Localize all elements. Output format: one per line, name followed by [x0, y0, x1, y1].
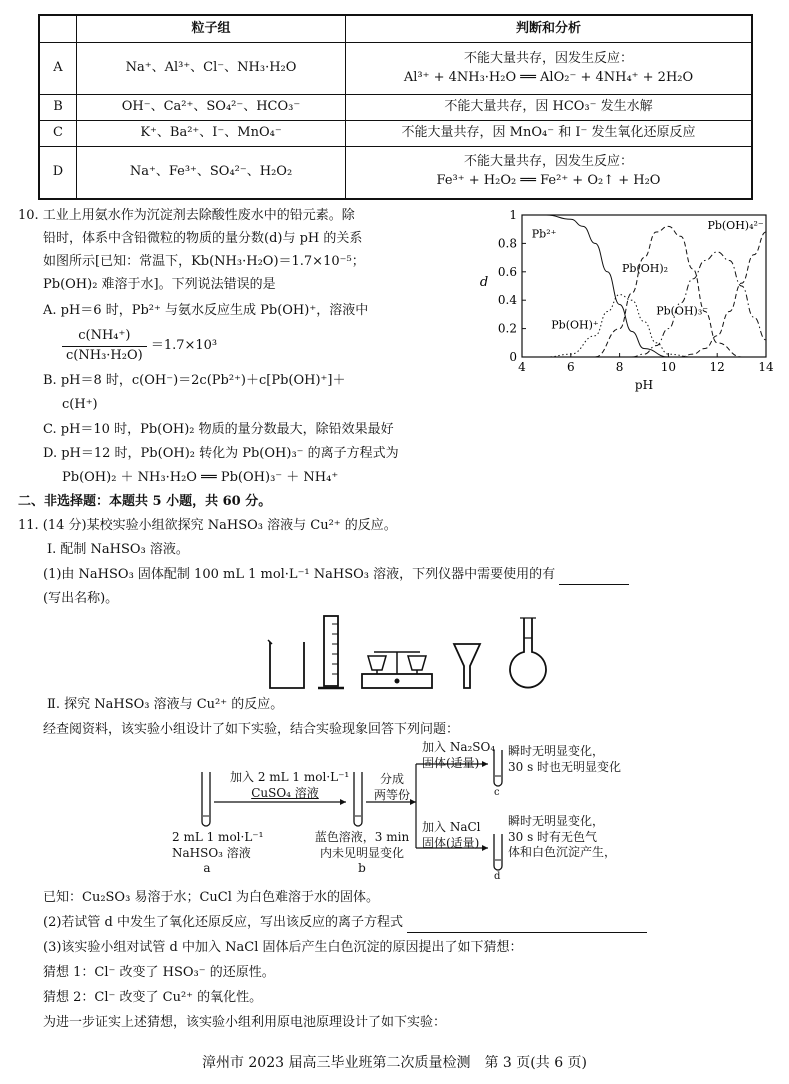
q11-line: 已知：Cu₂SO₃ 易溶于水；CuCl 为白色难溶于水的固体。 [43, 890, 379, 905]
series-label: Pb(OH)⁺ [551, 318, 599, 332]
fraction-value: ＝1.7×10³ [150, 337, 218, 353]
add-cuso4-line2: CuSO₄ 溶液 [251, 785, 319, 800]
split-label [372, 772, 412, 803]
add-na2so4-line2: 固体(适量) [422, 755, 480, 770]
add-cuso4-line1: 加入 2 mL 1 mol·L⁻¹ [230, 770, 350, 784]
add-nacl-label [422, 820, 481, 851]
series-label: Pb(OH)₂ [622, 261, 669, 275]
q11-q1-text: (1)由 NaHSO₃ 固体配制 100 mL 1 mol·L⁻¹ NaHSO₃ 溶液，下列仪器中需要使用的有 [43, 567, 556, 582]
y-tick-label: 0 [509, 350, 517, 364]
speciation-chart [470, 203, 780, 403]
tube-b-obs1: 蓝色溶液，3 min [314, 830, 410, 844]
row-label: D [39, 147, 77, 199]
tube-c-letter: c [494, 787, 500, 798]
table-header-analysis: 判断和分析 [346, 15, 753, 43]
graduated-cylinder-icon [318, 616, 344, 688]
add-nacl-line1: 加入 NaCl [422, 820, 481, 834]
y-tick-label: 0.4 [497, 293, 517, 308]
x-tick-label: 12 [709, 360, 725, 374]
options-table [38, 14, 753, 200]
row-analysis: 不能大量共存，因 HCO₃⁻ 发生水解 [346, 95, 753, 121]
row-particles: OH⁻、Ca²⁺、SO₄²⁻、HCO₃⁻ [77, 95, 346, 121]
row-label: A [39, 43, 77, 95]
row-analysis [346, 147, 753, 199]
tube-b-obs2: 内未见明显变化 [319, 845, 404, 860]
add-na2so4-label [422, 740, 495, 771]
q11-line: 猜想 1：Cl⁻ 改变了 HSO₃⁻ 的还原性。 [43, 965, 275, 980]
add-na2so4-line1: 加入 Na₂SO₄ [422, 740, 496, 754]
analysis-equation: Al³⁺ + 4NH₃·H₂O ══ AlO₂⁻ + 4NH₄⁺ + 2H₂O [403, 69, 694, 85]
analysis-line: 不能大量共存，因发生反应： [463, 154, 633, 170]
x-tick-label: 8 [615, 360, 624, 374]
tube-c-obs1: 瞬时无明显变化， [508, 744, 605, 758]
section-heading: 二、非选择题：本题共 5 小题，共 60 分。 [18, 494, 272, 509]
y-tick-label: 0.2 [497, 321, 517, 336]
row-label: B [39, 95, 77, 121]
tube-a-label [172, 830, 264, 877]
apparatus-row [262, 612, 562, 694]
answer-blank-1[interactable] [559, 584, 629, 585]
tube-a-letter: a [203, 861, 211, 876]
q10-option-b: B. pH＝8 时，c(OH⁻)＝2c(Pb²⁺)＋c[Pb(OH)⁺]＋ [43, 373, 346, 388]
table-header-particles: 粒子组 [77, 15, 346, 43]
add-nacl-line2: 固体(适量) [422, 835, 480, 850]
row-particles: Na⁺、Al³⁺、Cl⁻、NH₃·H₂O [77, 43, 346, 95]
volumetric-flask-icon [510, 618, 546, 688]
tube-c-label [508, 744, 621, 775]
series-label: Pb²⁺ [531, 227, 557, 241]
q11-line: 为进一步证实上述猜想，该实验小组利用原电池原理设计了如下实验： [43, 1015, 447, 1030]
q10-line: Pb(OH)₂ 难溶于水]。下列说法错误的是 [43, 277, 276, 292]
q10-option-d-eq: Pb(OH)₂ ＋ NH₃·H₂O ══ Pb(OH)₃⁻ ＋ NH₄⁺ [62, 470, 339, 485]
answer-blank-2[interactable] [407, 932, 647, 933]
q11-line: Ⅰ. 配制 NaHSO₃ 溶液。 [47, 542, 189, 557]
fraction-denominator: c(NH₃·H₂O) [66, 347, 143, 363]
x-tick-label: 14 [758, 360, 774, 374]
y-axis-label: d [479, 275, 489, 290]
tube-d-label [508, 814, 616, 861]
q11-q2-text: (2)若试管 d 中发生了氧化还原反应，写出该反应的离子方程式 [43, 915, 404, 930]
row-analysis [346, 43, 753, 95]
series-label: Pb(OH)₄²⁻ [707, 219, 764, 233]
split-line1: 分成 [379, 772, 404, 786]
balance-scale-icon [362, 652, 432, 688]
x-axis-label: pH [634, 378, 654, 392]
q11-line: 经查阅资料，该实验小组设计了如下实验，结合实验现象回答下列问题： [43, 722, 460, 737]
tube-d-obs2: 30 s 时有无色气 [508, 829, 598, 844]
tube-b-label [312, 830, 412, 877]
tube-c-obs2: 30 s 时也无明显变化 [508, 759, 622, 774]
table-header-blank [39, 15, 77, 43]
q11-line [43, 914, 647, 933]
q10-line: 如图所示[已知：常温下，Kb(NH₃·H₂O)＝1.7×10⁻⁵； [43, 254, 365, 269]
tube-a-conc: 2 mL 1 mol·L⁻¹ [172, 830, 264, 844]
q10-option-c: C. pH＝10 时，Pb(OH)₂ 物质的量分数最大，除铅效果最好 [43, 422, 394, 437]
add-cuso4-label [230, 770, 350, 801]
q10-option-d: D. pH＝12 时，Pb(OH)₂ 转化为 Pb(OH)₃⁻ 的离子方程式为 [43, 446, 399, 461]
q11-line: Ⅱ. 探究 NaHSO₃ 溶液与 Cu²⁺ 的反应。 [47, 697, 284, 712]
q10-line: 铅时，体系中含铅微粒的物质的量分数(d)与 pH 的关系 [43, 231, 363, 246]
y-tick-label: 1 [509, 208, 517, 222]
page-footer: 漳州市 2023 届高三毕业班第二次质量检测 第 3 页(共 6 页) [201, 1055, 588, 1071]
q11-line: (3)该实验小组对试管 d 中加入 NaCl 固体后产生白色沉淀的原因提出了如下猜想： [43, 940, 523, 955]
tube-d-obs1: 瞬时无明显变化， [508, 814, 605, 828]
row-particles: K⁺、Ba²⁺、I⁻、MnO₄⁻ [77, 121, 346, 147]
tube-d-letter: d [494, 871, 501, 882]
experiment-flowchart [172, 742, 642, 882]
q11-line: 猜想 2：Cl⁻ 改变了 Cu²⁺ 的氧化性。 [43, 990, 263, 1005]
fraction-numerator: c(NH₄⁺) [62, 327, 147, 347]
series-label: Pb(OH)₃⁻ [656, 304, 709, 318]
split-line2: 两等份 [373, 787, 410, 802]
q11-line: 11. (14 分)某校实验小组欲探究 NaHSO₃ 溶液与 Cu²⁺ 的反应。 [18, 518, 397, 533]
series-line [595, 226, 741, 357]
x-tick-label: 6 [566, 360, 575, 374]
tube-a-solution: NaHSO₃ 溶液 [172, 845, 251, 860]
q10-fraction [62, 327, 217, 366]
funnel-icon [454, 644, 480, 688]
row-label: C [39, 121, 77, 147]
q10-option-a: A. pH＝6 时，Pb²⁺ 与氨水反应生成 Pb(OH)⁺，溶液中 [43, 303, 369, 318]
y-tick-label: 0.6 [497, 264, 517, 279]
row-analysis: 不能大量共存，因 MnO₄⁻ 和 I⁻ 发生氧化还原反应 [346, 121, 753, 147]
q11-line [43, 566, 629, 585]
tube-d-obs3: 体和白色沉淀产生， [508, 845, 617, 860]
analysis-equation: Fe³⁺ + H₂O₂ ══ Fe²⁺ + O₂↑ + H₂O [436, 173, 661, 189]
beaker-icon [268, 640, 304, 688]
row-particles: Na⁺、Fe³⁺、SO₄²⁻、H₂O₂ [77, 147, 346, 199]
q10-line: 10. 工业上用氨水作为沉淀剂去除酸性废水中的铅元素。除 [18, 208, 355, 223]
x-tick-label: 4 [518, 360, 526, 374]
x-tick-label: 10 [660, 360, 677, 374]
analysis-line: 不能大量共存，因发生反应： [463, 50, 633, 66]
y-tick-label: 0.8 [497, 236, 517, 251]
q11-line: (写出名称)。 [43, 591, 119, 606]
q10-option-b-cont: c(H⁺) [62, 397, 98, 412]
tube-b-letter: b [358, 861, 366, 876]
series-line [681, 232, 766, 357]
plot-frame [522, 215, 766, 357]
